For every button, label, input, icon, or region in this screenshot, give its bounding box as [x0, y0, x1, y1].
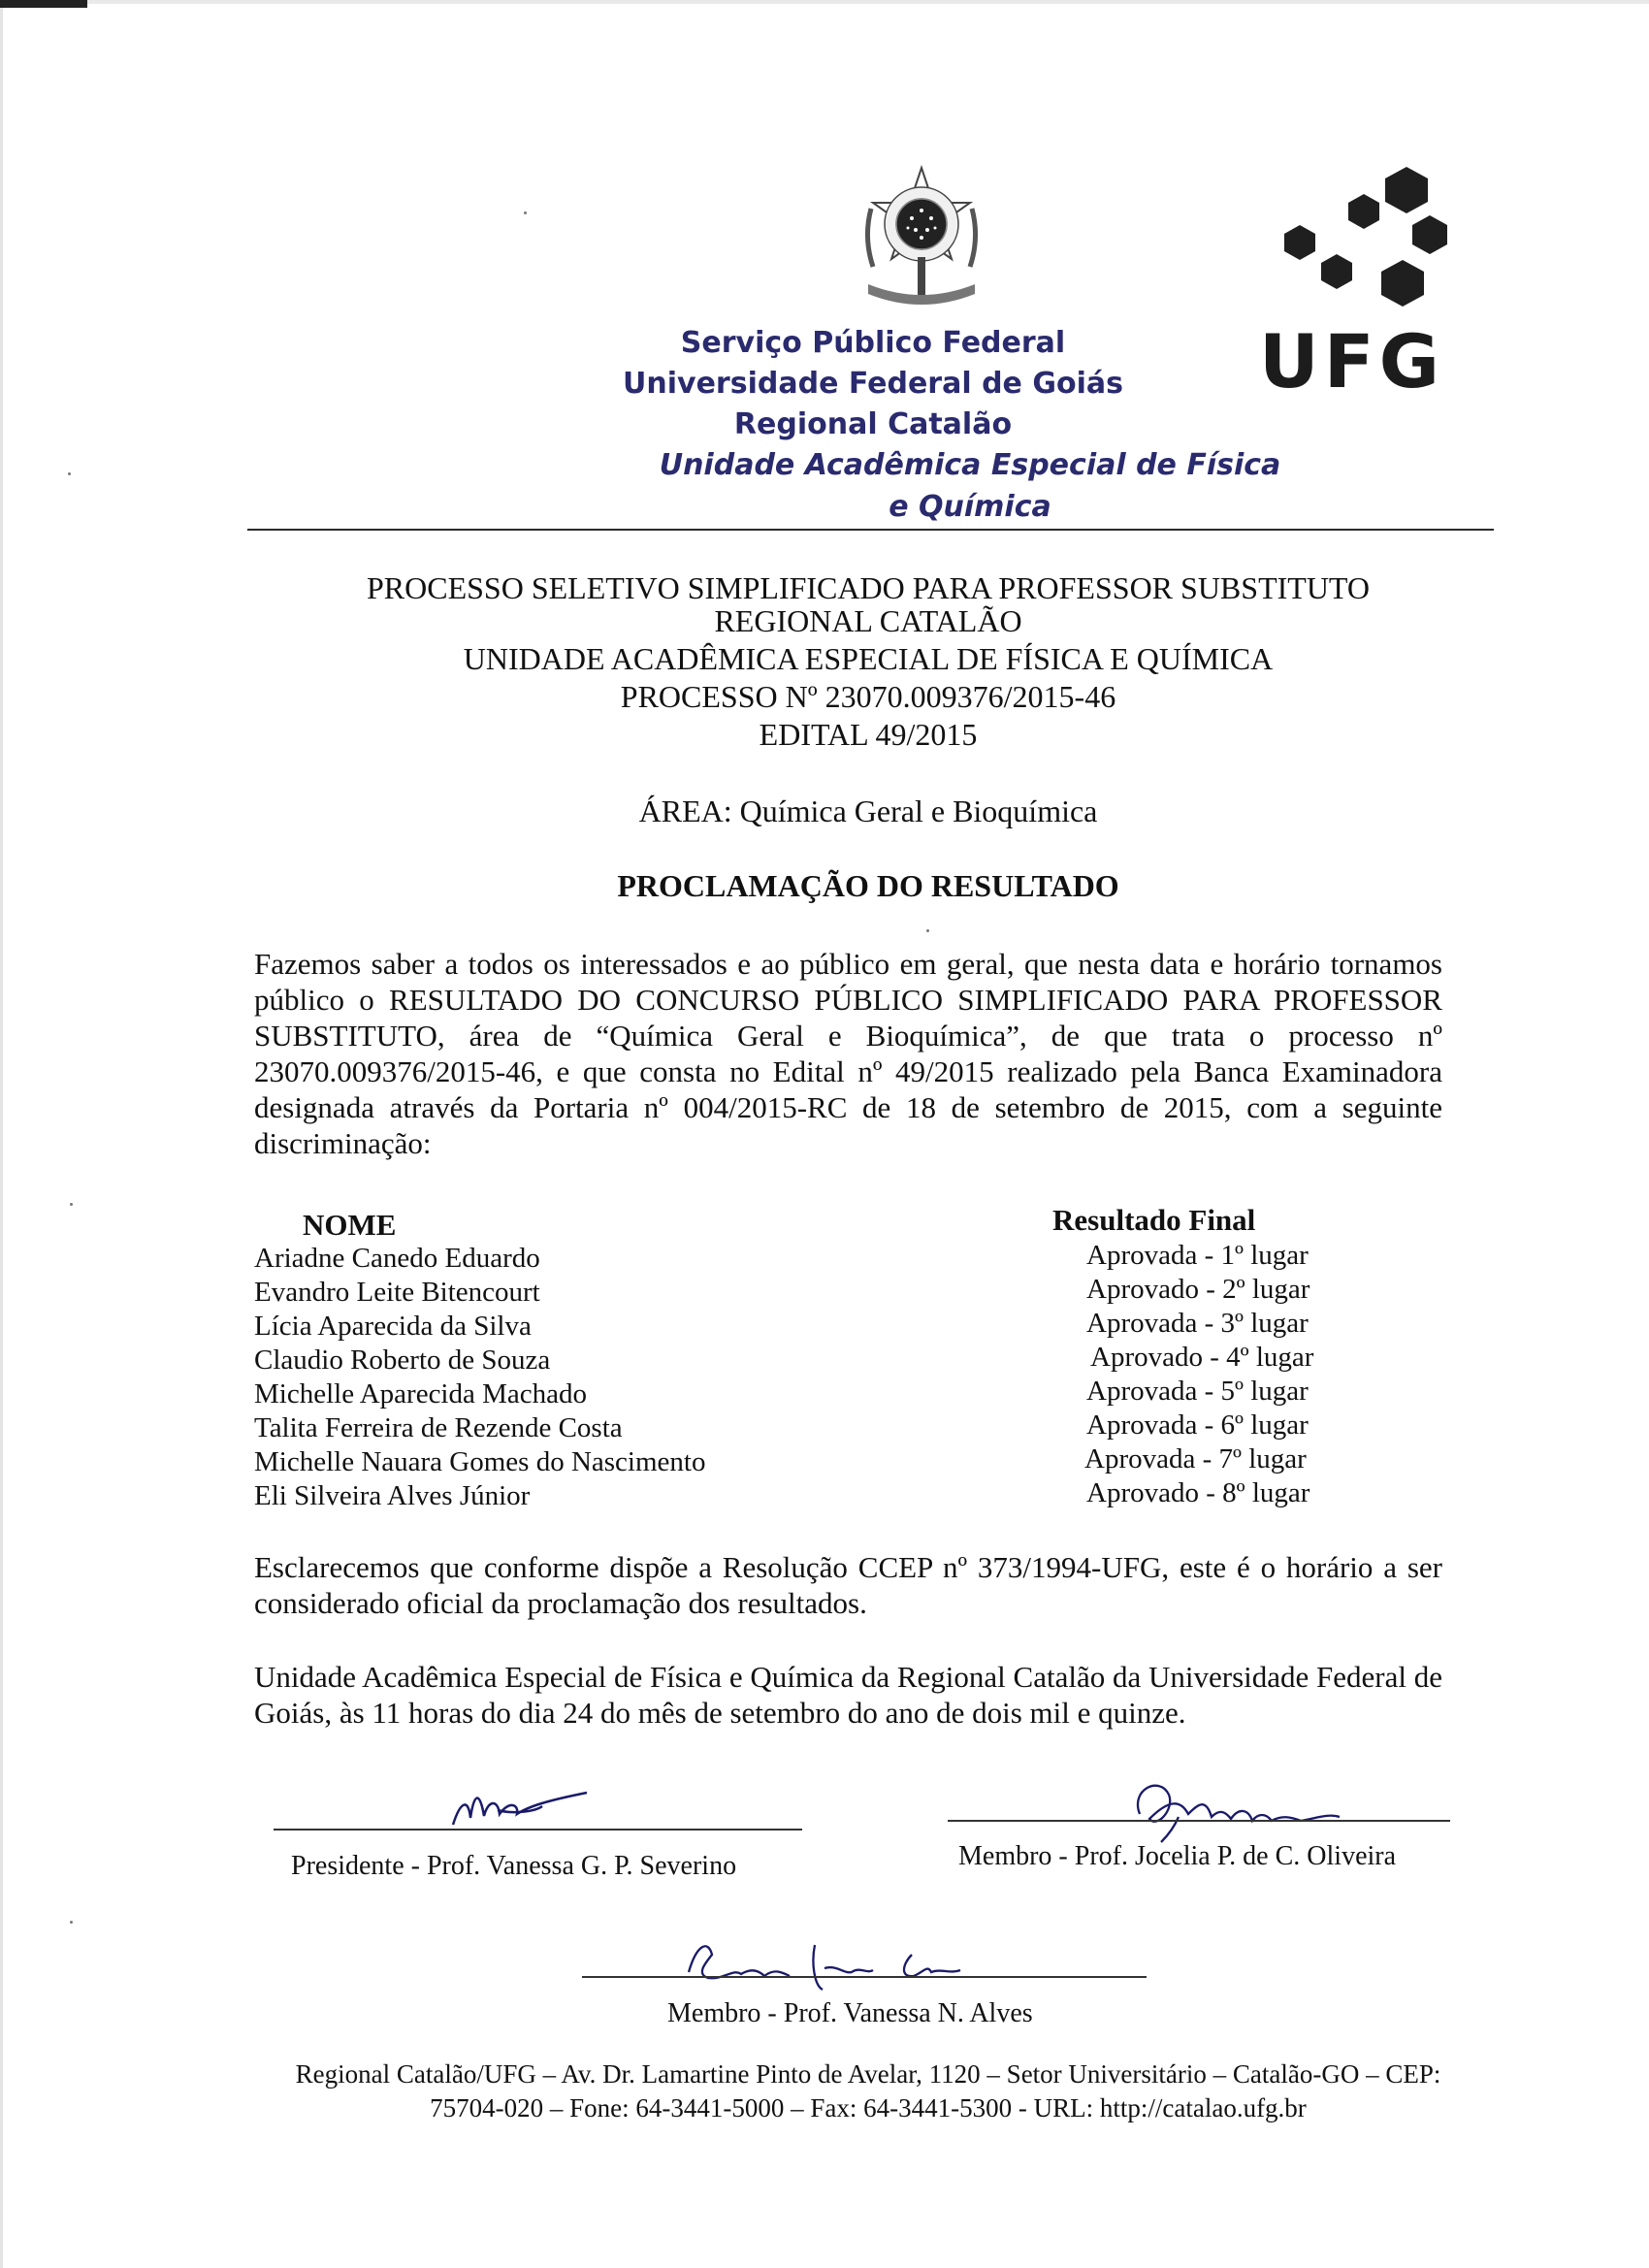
signature-line — [582, 1976, 1147, 1978]
clarification-paragraph: Esclarecemos que conforme dispõe a Resolução CCEP nº 373/1994-UFG, este é o horário a ser considerado oficial da proclamação dos resultados. — [254, 1550, 1442, 1620]
candidate-name: Ariadne Canedo Eduardo — [254, 1243, 540, 1274]
title-line: EDITAL 49/2015 — [759, 717, 978, 752]
title-line: PROCESSO Nº 23070.009376/2015-46 — [620, 679, 1116, 714]
results-names-column — [254, 1242, 933, 1513]
president-label: Presidente - Prof. Vanessa G. P. Severino — [291, 1851, 737, 1881]
institution-line: Regional Catalão — [733, 407, 1013, 441]
closing-paragraph: Unidade Acadêmica Especial de Física e Química da Regional Catalão da Universidade Federal de Goiás, às 11 horas do dia 24 do mês de setembro do ano de dois mil e quinze. — [254, 1660, 1442, 1730]
intro-paragraph: Fazemos saber a todos os interessados e ao público em geral, que nesta data e horário tornamos público o RESULTADO DO CONCURSO PÚBLICO SIMPLIFICADO PARA PROFESSOR SUBSTITUTO, área de “Química Geral e Bioquímica”, de que trata o processo nº 23070.009376/2015-46, e que consta no Edital nº 49/2015 realizado pela Banca Examinadora designada através da Portaria nº 004/2015-RC de 18 de setembro de 2015, com a seguinte discriminação: — [254, 947, 1442, 1160]
institution-line: Universidade Federal de Goiás — [623, 367, 1123, 401]
candidate-name: Michelle Aparecida Machado — [254, 1378, 588, 1409]
candidate-name: Talita Ferreira de Rezende Costa — [254, 1412, 623, 1443]
scan-edge — [0, 0, 3, 2268]
title-line: PROCESSO SELETIVO SIMPLIFICADO PARA PROFESSOR SUBSTITUTO — [366, 570, 1370, 605]
results-name-header: NOME — [303, 1208, 397, 1242]
footer-address: Regional Catalão/UFG – Av. Dr. Lamartine Pinto de Avelar, 1120 – Setor Universitário – Catalão-GO – CEP: — [295, 2059, 1441, 2089]
signature-line — [274, 1829, 802, 1831]
institution-line: Serviço Público Federal — [680, 326, 1066, 360]
candidate-result: Aprovada - 5º lugar — [1086, 1376, 1309, 1407]
document-heading: PROCLAMAÇÃO DO RESULTADO — [617, 868, 1119, 903]
candidate-result: Aprovada - 3º lugar — [1086, 1308, 1309, 1339]
results-result-header: Resultado Final — [1052, 1203, 1256, 1237]
candidate-result: Aprovado - 4º lugar — [1090, 1342, 1314, 1373]
scan-edge — [0, 0, 1649, 4]
member1-label: Membro - Prof. Jocelia P. de C. Oliveira — [958, 1841, 1397, 1871]
footer-contact: 75704-020 – Fone: 64-3441-5000 – Fax: 64-3441-5300 - URL: http://catalao.ufg.br — [430, 2093, 1307, 2122]
candidate-name: Evandro Leite Bitencourt — [254, 1277, 540, 1308]
coat-of-arms-icon — [844, 160, 999, 320]
institution-line: Unidade Acadêmica Especial de Física — [659, 448, 1281, 482]
scan-corner-mark — [0, 0, 87, 8]
title-line: REGIONAL CATALÃO — [714, 603, 1022, 638]
institution-line: e Química — [889, 490, 1051, 524]
ufg-logo-text: UFG — [1259, 318, 1445, 405]
candidate-name: Eli Silveira Alves Júnior — [254, 1480, 531, 1511]
candidate-result: Aprovado - 8º lugar — [1086, 1477, 1310, 1508]
candidate-result: Aprovada - 6º lugar — [1086, 1409, 1309, 1441]
signature-line — [948, 1820, 1450, 1822]
member2-signature — [669, 1926, 1009, 1993]
candidate-result: Aprovada - 7º lugar — [1084, 1443, 1307, 1474]
member1-signature — [1111, 1770, 1363, 1843]
scan-speck — [70, 1203, 73, 1206]
area-line: ÁREA: Química Geral e Bioquímica — [638, 794, 1098, 828]
scan-speck — [926, 929, 929, 932]
candidate-name: Michelle Nauara Gomes do Nascimento — [254, 1446, 706, 1477]
scan-speck — [70, 1921, 73, 1924]
candidate-result: Aprovada - 1º lugar — [1086, 1240, 1309, 1271]
results-column — [1086, 1239, 1416, 1510]
title-line: UNIDADE ACADÊMICA ESPECIAL DE FÍSICA E QUÍMICA — [463, 641, 1274, 676]
candidate-result: Aprovado - 2º lugar — [1086, 1274, 1310, 1305]
scan-speck — [524, 211, 527, 214]
scan-speck — [68, 472, 71, 475]
member2-label: Membro - Prof. Vanessa N. Alves — [667, 1998, 1033, 2028]
ufg-hexagon-icon — [1280, 165, 1455, 325]
header-divider — [247, 529, 1494, 531]
candidate-name: Lícia Aparecida da Silva — [254, 1311, 532, 1342]
candidate-name: Claudio Roberto de Souza — [254, 1345, 551, 1376]
